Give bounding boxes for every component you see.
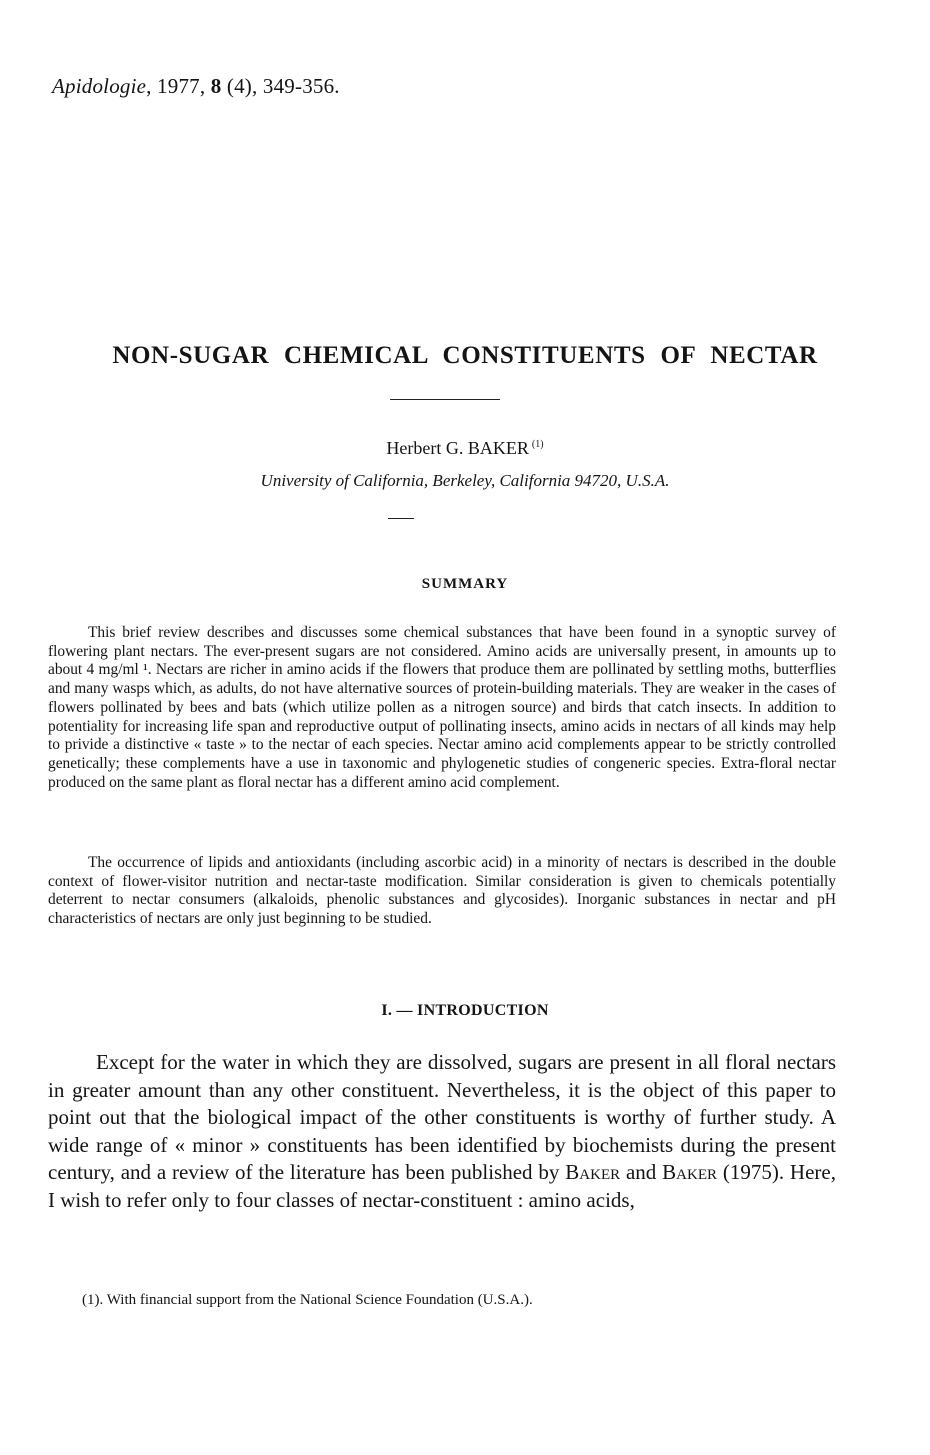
citation-author: Baker <box>565 1160 621 1184</box>
citation-pages: (4), 349-356. <box>221 74 340 98</box>
intro-text: (1975). Here, I wish to refer only to four classes of nectar-constituent : amino acids, <box>48 1160 836 1212</box>
author-affiliation: University of California, Berkeley, California 94720, U.S.A. <box>260 471 670 490</box>
author-name: Herbert G. BAKER <box>386 438 529 458</box>
intro-paragraph <box>48 1049 836 1214</box>
summary-heading: SUMMARY <box>421 576 509 592</box>
summary-paragraph: The occurrence of lipids and antioxidants (including ascorbic acid) in a minority of nectars is described in the double context of flower-visitor nutrition and nectar-taste modification. Similar consideration is given to chemicals potentially deterrent to nectar consumers (alkaloids, phenolic substances and glycosides). Inorganic substances in nectar and pH characteristics of nectars are only just beginning to be studied. <box>48 854 836 928</box>
intro-text: Except for the water in which they are dissolved, sugars are present in all floral nectars in greater amount than any other constituent. Nevertheless, it is the object of this paper to point out that the biological impact of the other constituents is worthy of further study. A wide range of « minor » constituents has been identified by biochemists during the present century, and a review of the literature has been published by <box>48 1050 836 1184</box>
footnote: (1). With financial support from the National Science Foundation (U.S.A.). <box>82 1292 533 1308</box>
author-divider <box>388 518 414 519</box>
section-heading: I. — INTRODUCTION <box>381 1002 549 1019</box>
title-divider <box>390 399 500 400</box>
author-line <box>0 438 930 459</box>
citation-volume: 8 <box>210 74 222 98</box>
intro-text: and <box>620 1160 663 1184</box>
citation-year: , 1977, <box>146 74 211 98</box>
journal-citation <box>52 74 340 99</box>
journal-name: Apidologie <box>52 74 147 98</box>
citation-author: Baker <box>662 1160 717 1184</box>
author-footnote-mark: (1) <box>531 439 544 450</box>
paper-title: NON-SUGAR CHEMICAL CONSTITUENTS OF NECTAR <box>112 342 818 369</box>
summary-paragraph: This brief review describes and discusses some chemical substances that have been found in a synoptic survey of flowering plant nectars. The ever-present sugars are not considered. Amino acids are universally present, in amounts up to about 4 mg/ml ¹. Nectars are richer in amino acids if the flowers that produce them are pollinated by settling moths, butterflies and many wasps which, as adults, do not have alternative sources of protein-building materials. They are weaker in the cases of flowers pollinated by bees and bats (which utilize pollen as a nitrogen source) and birds that catch insects. In addition to potentiality for increasing life span and reproductive output of pollinating insects, amino acids in nectars of all kinds may help to privide a distinctive « taste » to the nectar of each species. Nectar amino acid complements appear to be strictly controlled genetically; these complements have a use in taxonomic and phylogenetic studies of congeneric species. Extra-floral nectar produced on the same plant as floral nectar has a different amino acid complement. <box>48 624 836 791</box>
